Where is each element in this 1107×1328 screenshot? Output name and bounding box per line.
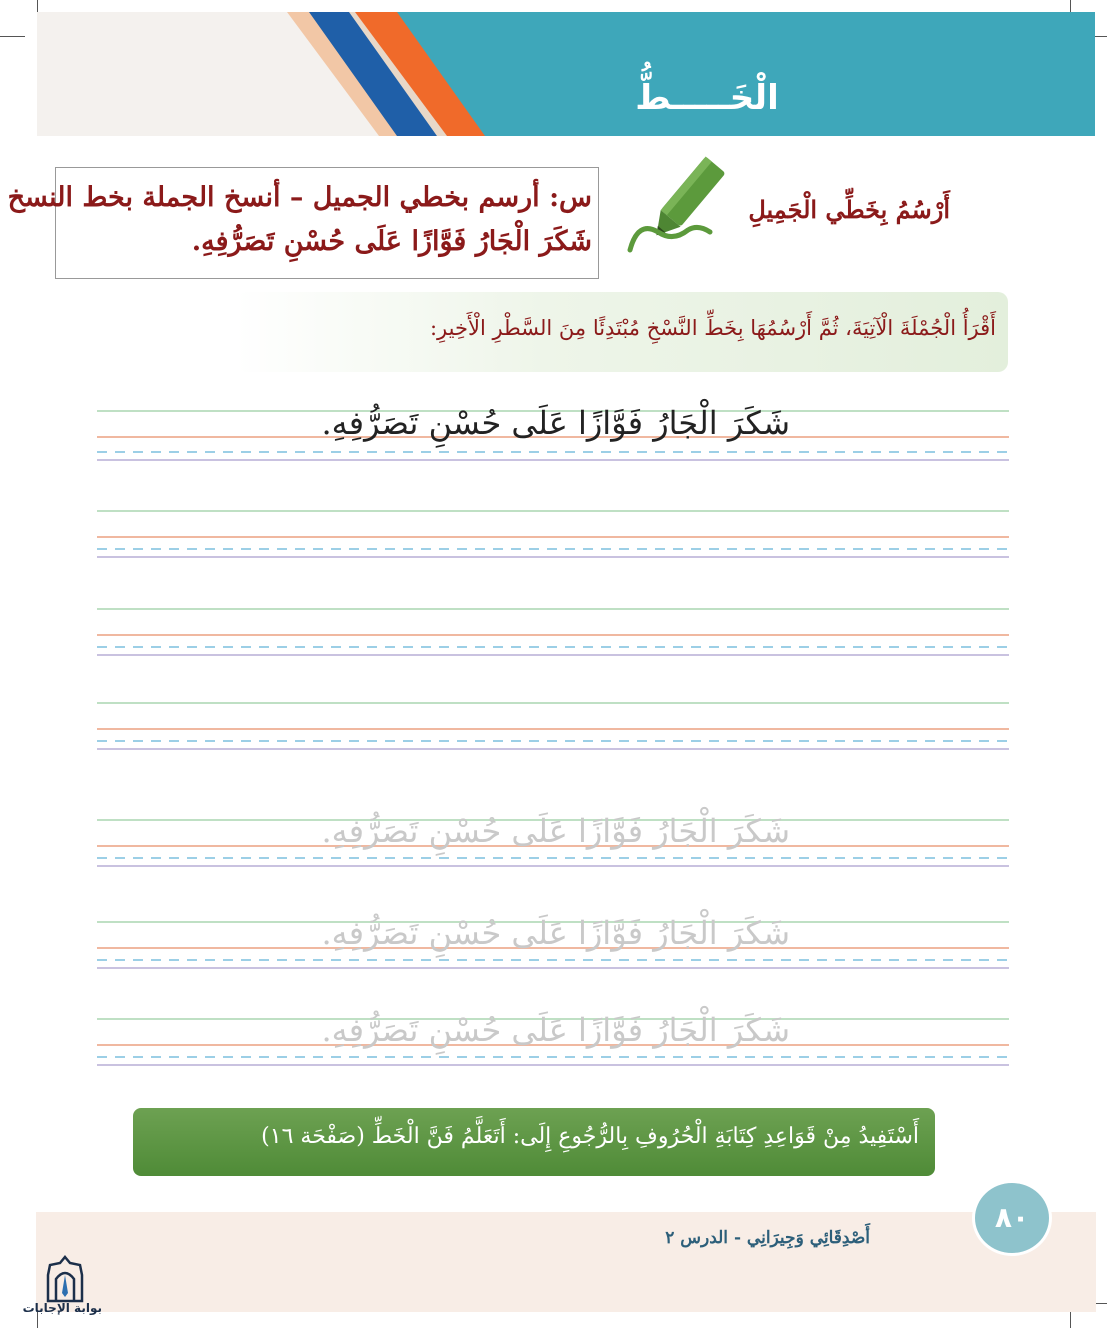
page-number: ٨٠: [972, 1180, 1052, 1256]
trace-sentence: شَكَرَ الْجَارُ فَوَّازًا عَلَى حُسْنِ تَصَرُّفِهِ.: [321, 1011, 790, 1049]
instruction-text: أَقْرَأُ الْجُمْلَةَ الْآتِيَةَ، ثُمَّ أَرْسُمُهَا بِخَطِّ النَّسْخِ مُبْتَدِئًا مِنَ السَّطْرِ الْأَخِيرِ:: [429, 316, 996, 340]
question-line-1: س: أرسم بخطي الجميل – أنسخ الجملة بخط النسخ: [7, 182, 592, 213]
question-box: [7, 167, 599, 279]
line-group-3: [97, 609, 1009, 655]
instruction-panel: [236, 292, 1008, 372]
tip-text: أَسْتَفِيدُ مِنْ قَوَاعِدِ كِتَابَةِ الْحُرُوفِ بِالرُّجُوعِ إِلَى: أَتَعَلَّمُ فَنَّ الْخَطِّ (صَفْحَة ١٦): [261, 1124, 919, 1149]
crop-mark: [0, 36, 25, 37]
pencil-icon: [618, 150, 728, 260]
brand-logo-icon: [40, 1255, 90, 1305]
header-band: [37, 12, 1095, 136]
lesson-title: أَرْسُمُ بِخَطِّي الْجَمِيلِ: [748, 195, 950, 224]
header-stripes: [37, 12, 1095, 136]
line-group-2: [97, 511, 1009, 557]
trace-sentence: شَكَرَ الْجَارُ فَوَّازًا عَلَى حُسْنِ تَصَرُّفِهِ.: [321, 914, 790, 952]
trace-sentence: شَكَرَ الْجَارُ فَوَّازًا عَلَى حُسْنِ تَصَرُّفِهِ.: [321, 812, 790, 850]
model-sentence: شَكَرَ الْجَارُ فَوَّازًا عَلَى حُسْنِ تَصَرُّفِهِ.: [321, 404, 790, 442]
brand-name: بوابة الإجابات: [22, 1301, 102, 1315]
handwriting-lines: [97, 405, 1009, 1075]
tip-banner: [133, 1108, 935, 1176]
footer-band: [36, 1212, 1096, 1312]
lesson-reference: أَصْدِقَائِي وَجِيرَانِي - الدرس ٢: [665, 1228, 870, 1248]
page-title: الْخَـــــطُّ: [635, 78, 779, 118]
line-group-4: [97, 703, 1009, 749]
question-line-2: شَكَرَ الْجَارُ فَوَّازًا عَلَى حُسْنِ تَصَرُّفِهِ.: [191, 226, 592, 257]
